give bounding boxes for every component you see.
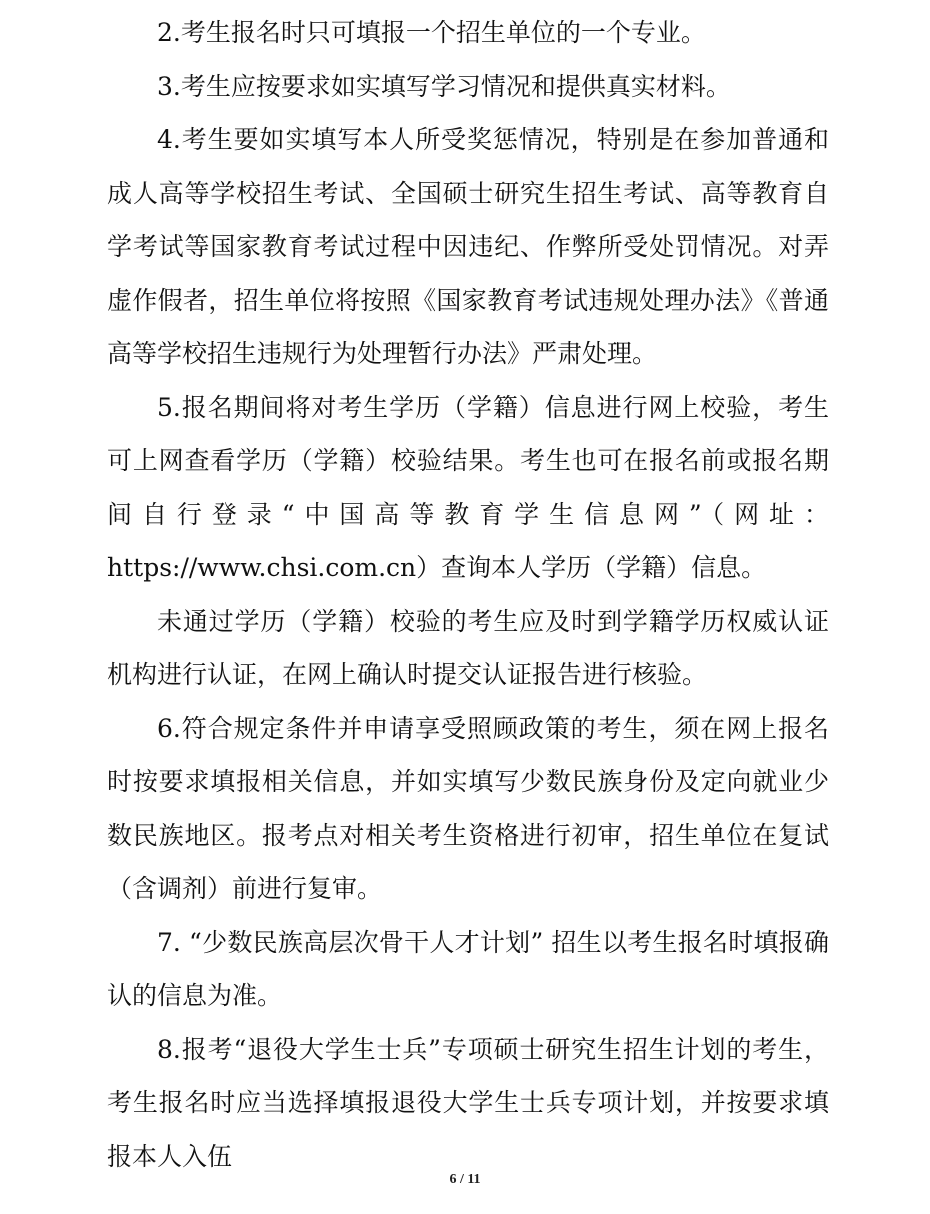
paragraph-item-5-note: 未通过学历（学籍）校验的考生应及时到学籍学历权威认证机构进行认证，在网上确认时提交认证报告进行核验。 — [107, 606, 829, 689]
document-body — [107, 6, 829, 1183]
paragraph-item-2: 2.考生报名时只可填报一个招生单位的一个专业。 — [157, 18, 706, 47]
paragraph-item-6: 6.符合规定条件并申请享受照顾政策的考生，须在网上报名时按要求填报相关信息，并如实填写少数民族身份及定向就业少数民族地区。报考点对相关考生资格进行初审，招生单位在复试（含调剂）前进行复审。 — [107, 713, 829, 903]
page-number: 6 / 11 — [449, 1172, 481, 1187]
paragraph-item-3: 3.考生应按要求如实填写学习情况和提供真实材料。 — [157, 71, 731, 101]
paragraph-item-7: 7. “少数民族高层次骨干人才计划” 招生以考生报名时填报确认的信息为准。 — [107, 927, 829, 1010]
paragraph-item-5: 5.报名期间将对考生学历（学籍）信息进行网上校验，考生可上网查看学历（学籍）校验结果。考生也可在报名前或报名期间自行登录“中国高等教育学生信息网”（网址：https://www.chsi.com.cn）查询本人学历（学籍）信息。 — [107, 392, 829, 582]
paragraph-item-8: 8.报考“退役大学生士兵”专项硕士研究生招生计划的考生，考生报名时应当选择填报退役大学生士兵专项计划，并按要求填报本人入伍 — [107, 1034, 829, 1171]
paragraph-item-4: 4.考生要如实填写本人所受奖惩情况，特别是在参加普通和成人高等学校招生考试、全国硕士研究生招生考试、高等教育自学考试等国家教育考试过程中因违纪、作弊所受处罚情况。对弄虚作假者，招生单位将按照《国家教育考试违规处理办法》《普通高等学校招生违规行为处理暂行办法》严肃处理。 — [107, 125, 829, 368]
